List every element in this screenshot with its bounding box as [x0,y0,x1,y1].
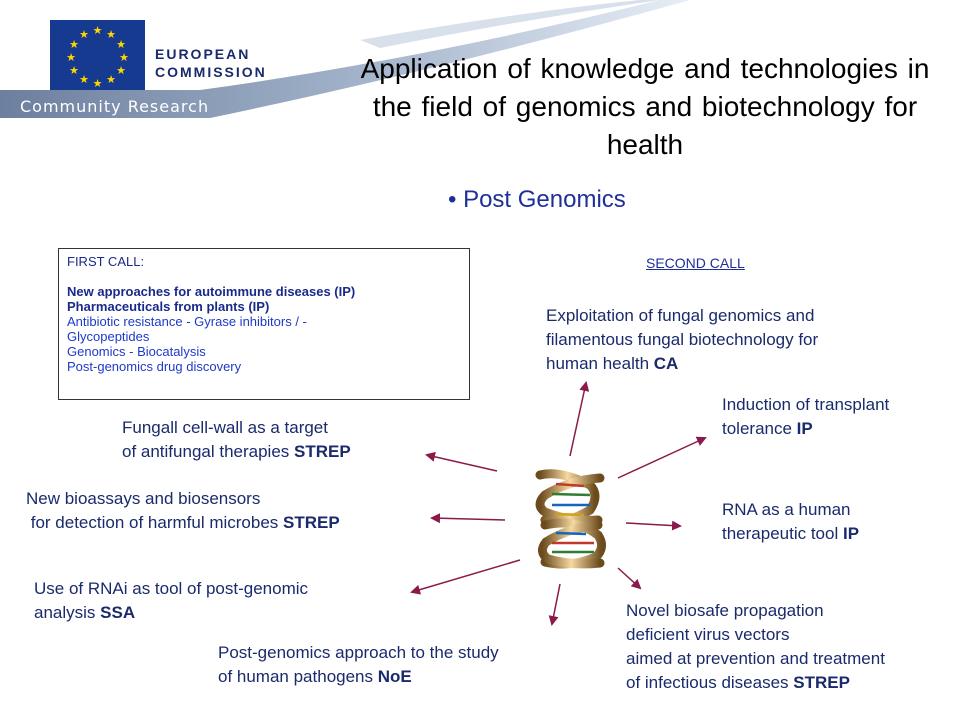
svg-text:★: ★ [79,74,89,86]
first-call-item: Genomics - Biocatalysis [67,344,206,359]
topic-rnai-analysis: Use of RNAi as tool of post-genomic analysis SSA [34,579,309,622]
first-call-item: Post-genomics drug discovery [67,359,242,374]
svg-text:★: ★ [106,74,116,86]
slide-subtitle: • Post Genomics [448,186,626,213]
first-call-item: New approaches for autoimmune diseases (IP) [67,284,356,299]
topic-fungal-genomics: Exploitation of fungal genomics and filamentous fungal biotechnology for human health CA [546,306,819,373]
svg-text:★: ★ [79,29,89,41]
org-name-line1: EUROPEAN [155,46,251,62]
svg-text:★: ★ [119,52,129,64]
svg-text:★: ★ [66,52,76,64]
first-call-item: Pharmaceuticals from plants (IP) [67,299,270,314]
arrow-human-pathogens [552,584,560,624]
topic-virus-vectors: Novel biosafe propagation deficient virus vectors aimed at prevention and treatment of infectious diseases STREP [626,601,885,692]
topic-human-pathogens: Post-genomics approach to the study of human pathogens NoE [218,643,499,686]
svg-text:★: ★ [92,25,103,37]
arrow-rnai [412,560,520,592]
svg-text:★: ★ [106,29,116,41]
topic-fungal-cell-wall: Fungall cell-wall as a target of antifungal therapies STREP [122,418,351,461]
topic-rna-therapeutic: RNA as a human therapeutic tool IP [722,500,860,543]
arrow-rna-therapeutic [626,523,680,526]
svg-text:★: ★ [116,39,126,51]
svg-text:★: ★ [69,65,79,77]
slide-title: Application of knowledge and technologies in the field of genomics and biotechnology for health [360,53,930,160]
arrow-transplant [618,438,705,478]
first-call-heading: FIRST CALL: [67,254,145,269]
arrow-bioassays [432,518,505,520]
svg-text:★: ★ [69,39,79,51]
dna-helix-icon [540,474,602,564]
org-name-line2: COMMISSION [155,64,267,80]
topic-transplant-tolerance: Induction of transplant tolerance IP [722,395,890,438]
second-call-link[interactable]: SECOND CALL [646,255,745,271]
program-name: Community Research [20,97,210,116]
svg-text:★: ★ [92,78,103,90]
topic-bioassays: New bioassays and biosensors for detection of harmful microbes STREP [26,489,340,532]
first-call-item: Glycopeptides [67,329,150,344]
arrow-fungal-genomics [570,383,586,456]
arrow-cell-wall [427,455,497,471]
svg-text:★: ★ [116,65,126,77]
first-call-item: Antibiotic resistance - Gyrase inhibitors / - [67,314,307,329]
arrow-virus-vectors [618,568,640,588]
